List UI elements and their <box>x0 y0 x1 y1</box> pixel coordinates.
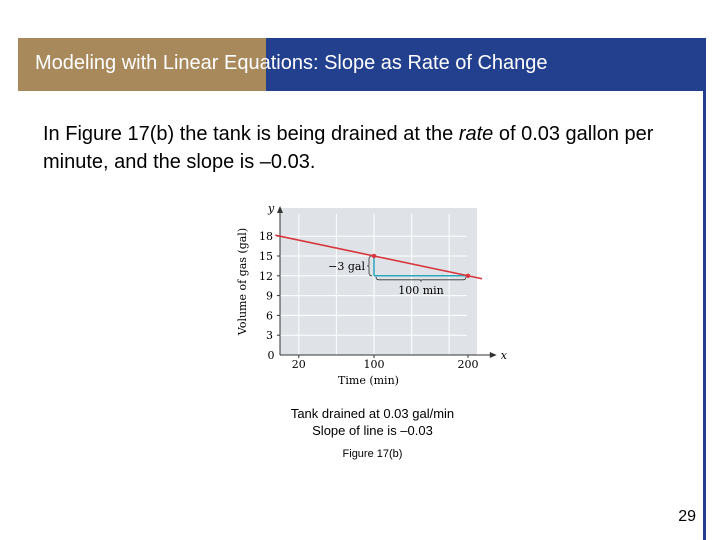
x-tick-label: 200 <box>457 358 479 371</box>
x-tick-label: 100 <box>363 358 385 371</box>
body-text-start: In Figure 17(b) the tank is being drained at the <box>43 123 459 145</box>
title-bar <box>18 38 704 91</box>
y-tick-label: 12 <box>259 269 273 283</box>
caption-slope: Slope of line is –0.03 <box>312 423 433 438</box>
y-tick-label: 15 <box>259 250 273 263</box>
figure-caption <box>230 405 515 439</box>
page-number: 29 <box>678 508 696 525</box>
x-axis-title: Time (min) <box>338 374 399 387</box>
body-text-end: of 0.03 gallon per minute, and the slope is –0.03. <box>43 123 654 173</box>
run-label: 100 min <box>398 283 444 297</box>
y-axis-symbol: y <box>268 202 275 215</box>
body-paragraph <box>43 120 693 176</box>
body-text-rate: rate <box>458 123 494 145</box>
y-tick-label: 9 <box>266 289 273 303</box>
figure-chart <box>225 200 508 390</box>
y-tick-label: 6 <box>266 309 273 323</box>
plot-background <box>280 208 477 355</box>
x-tick-label: 20 <box>291 358 306 371</box>
data-point <box>372 254 376 258</box>
rise-label: −3 gal <box>328 259 365 273</box>
y-axis-title: Volume of gas (gal) <box>236 227 249 336</box>
x-axis-symbol: x <box>500 349 508 362</box>
caption-rate: Tank drained at 0.03 gal/min <box>290 406 455 421</box>
right-border-rule <box>703 38 706 540</box>
slide-title: Modeling with Linear Equations: Slope as Rate of Change <box>35 52 548 74</box>
origin-label: 0 <box>267 349 275 362</box>
y-tick-label: 18 <box>259 230 273 244</box>
x-axis-arrow <box>490 352 497 358</box>
y-tick-label: 3 <box>266 329 273 343</box>
data-point <box>466 274 470 278</box>
figure-label: Figure 17(b) <box>342 448 403 460</box>
line-chart <box>225 200 508 390</box>
